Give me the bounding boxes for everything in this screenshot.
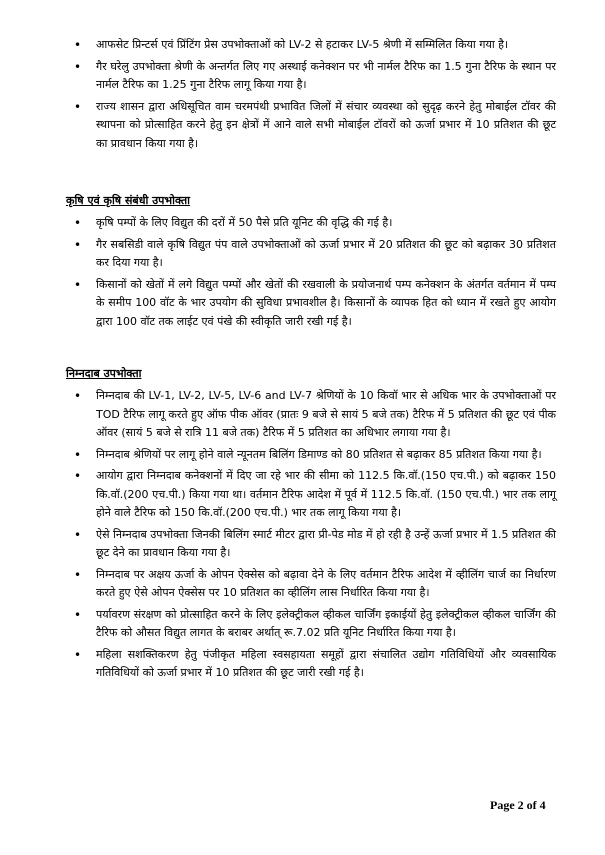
- bullet-icon: •: [74, 607, 82, 622]
- list-item: [66, 646, 556, 683]
- bullet-text: महिला सशक्तिकरण हेतु पंजीकृत महिला स्वसहायता समूहों द्वारा संचालित उद्योग गतिविधियों और व्यवसायिक गतिविधियों को ऊर्जा प्रभार में 10 प्रतिशत की छूट जारी रखी गई है।: [96, 647, 556, 679]
- bullet-text: निम्नदाब की LV-1, LV-2, LV-5, LV-6 and LV-7 श्रेणियों के 10 किवॉ भार से अधिक भार के उपभोक्ताओं पर TOD टैरिफ लागू करते हुए ऑफ पीक ऑवर (प्रातः 9 बजे से सायं 5 बजे तक) टैरिफ में 5 प्रतिशत की छूट एवं पीक ऑवर (सायं 5 बजे से रात्रि 11 बजे तक) टैरिफ में 5 प्रतिशत का अधिभार लगाया गया है।: [96, 389, 556, 439]
- section-agriculture: [66, 192, 556, 334]
- bullet-text: गैर सबसिडी वाले कृषि विद्युत पंप वाले उपभोक्ताओं को ऊर्जा प्रभार में 20 प्रतिशत की छूट को बढ़ाकर 30 प्रतिशत कर दिया गया है।: [96, 237, 556, 269]
- bullet-text: आयोग द्वारा निम्नदाब कनेक्शनों में दिए जा रहे भार की सीमा को 112.5 कि.वॉ.(150 एच.पी.) को बढ़ाकर 150 कि.वॉ.(200 एच.पी.) किया गया था। वर्तमान टैरिफ आदेश में पूर्व में 112.5 कि.वॉ. (150 एच.पी.) भार तक लागू होने वाले टैरिफ को 150 कि.वॉ.(200 एच.पी.) भार तक लागू किया गया है।: [96, 469, 556, 519]
- bullet-text: कृषि पम्पों के लिए विद्युत की दरों में 50 पैसे प्रति यूनिट की वृद्धि की गई है।: [96, 216, 393, 229]
- section-low-tension: [66, 365, 556, 686]
- bullet-text: किसानों को खेतों में लगे विद्युत पम्पों और खेतों की रखवाली के प्रयोजनार्थ पम्प कनेक्शन के अंतर्गत वर्तमान में पम्प के समीप 100 वॉट के भार उपयोग की सुविधा प्रभावशील है। किसानों के व्यापक हित को ध्यान में रखते हुए आयोग द्वारा 100 वॉट तक लाईट एवं पंखे की स्वीकृति जारी रखी गई है।: [96, 277, 556, 328]
- list-item: [66, 387, 556, 443]
- list-item: [66, 467, 556, 523]
- list-item: [66, 98, 556, 154]
- bullet-icon: •: [74, 447, 82, 462]
- bullet-icon: •: [74, 237, 82, 252]
- list-item: [66, 36, 556, 55]
- bullet-icon: •: [74, 38, 82, 52]
- section-general: [66, 36, 556, 156]
- bullet-text: निम्नदाब पर अक्षय ऊर्जा के ओपन ऐक्सेस को बढ़ावा देने के लिए वर्तमान टैरिफ आदेश में व्हीलिंग चार्ज का निर्धारण करते हुए ऐसे ओपन ऐक्सेस पर 10 प्रतिशत का व्हीलिंग लास निर्धारित किया गया है।: [96, 567, 556, 599]
- bullet-icon: •: [74, 389, 82, 403]
- bullet-icon: •: [74, 469, 82, 483]
- bullet-icon: •: [74, 216, 82, 230]
- list-item: [66, 276, 556, 332]
- bullet-icon: •: [74, 647, 82, 662]
- bullet-text: निम्नदाब श्रेणियों पर लागू होने वाले न्यूनतम बिलिंग डिमाण्ड को 80 प्रतिशत से बढ़ाकर 85 प्रतिशत किया गया है।: [96, 447, 542, 461]
- list-item: [66, 566, 556, 603]
- bullet-icon: •: [74, 59, 82, 74]
- bullet-text: गैर घरेलु उपभोक्ता श्रेणी के अन्तर्गत लिए गए अस्थाई कनेक्शन पर भी नार्मल टैरिफ का 1.5 गुना टैरिफ के स्थान पर नार्मल टैरिफ का 1.25 गुना टैरिफ लागू किया गया है।: [96, 59, 556, 91]
- list-item: [66, 446, 556, 465]
- list-item: [66, 214, 556, 233]
- bullet-icon: •: [74, 527, 82, 542]
- section-heading: निम्नदाब उपभोक्ता: [66, 367, 142, 380]
- bullet-icon: •: [74, 567, 82, 582]
- list-item: [66, 526, 556, 563]
- bullet-text: आफसेट प्रिन्टर्स एवं प्रिंटिंग प्रेस उपभोक्ताओं को LV-2 से हटाकर LV-5 श्रेणी में सम्मिलित किया गया है।: [96, 38, 509, 51]
- list-item: [66, 606, 556, 643]
- page-number: Page 2 of 4: [490, 798, 546, 812]
- bullet-text: पर्यावरण संरक्षण को प्रोत्साहित करने के लिए इलेक्ट्रीकल व्हीकल चार्जिंग इकाईयों हेतु इलेक्ट्रीकल व्हीकल चार्जिंग की टैरिफ को औसत विद्युत लागत के बराबर अर्थात् रू.7.02 प्रति यूनिट निर्धारित किया गया है।: [96, 607, 556, 639]
- bullet-text: राज्य शासन द्वारा अधिसूचित वाम चरमपंथी प्रभावित जिलों में संचार व्यवस्था को सुदृढ़ करने हेतु मोबाईल टॉवर की स्थापना को प्रोत्साहित करने हेतु इन क्षेत्रों में आने वाले सभी मोबाईल टॉवरों को ऊर्जा प्रभार में 10 प्रतिशत की छूट का प्रावधान किया गया है।: [96, 99, 556, 150]
- bullet-icon: •: [74, 99, 82, 114]
- bullet-text: ऐसे निम्नदाब उपभोक्ता जिनकी बिलिंग स्मार्ट मीटर द्वारा प्री-पेड मोड में हो रही है उन्हें ऊर्जा प्रभार में 1.5 प्रतिशत की छूट देने का प्रावधान किया गया है।: [96, 527, 556, 559]
- section-heading: कृषि एवं कृषि संबंधी उपभोक्ता: [66, 194, 191, 207]
- list-item: [66, 236, 556, 273]
- bullet-icon: •: [74, 277, 82, 292]
- list-item: [66, 58, 556, 95]
